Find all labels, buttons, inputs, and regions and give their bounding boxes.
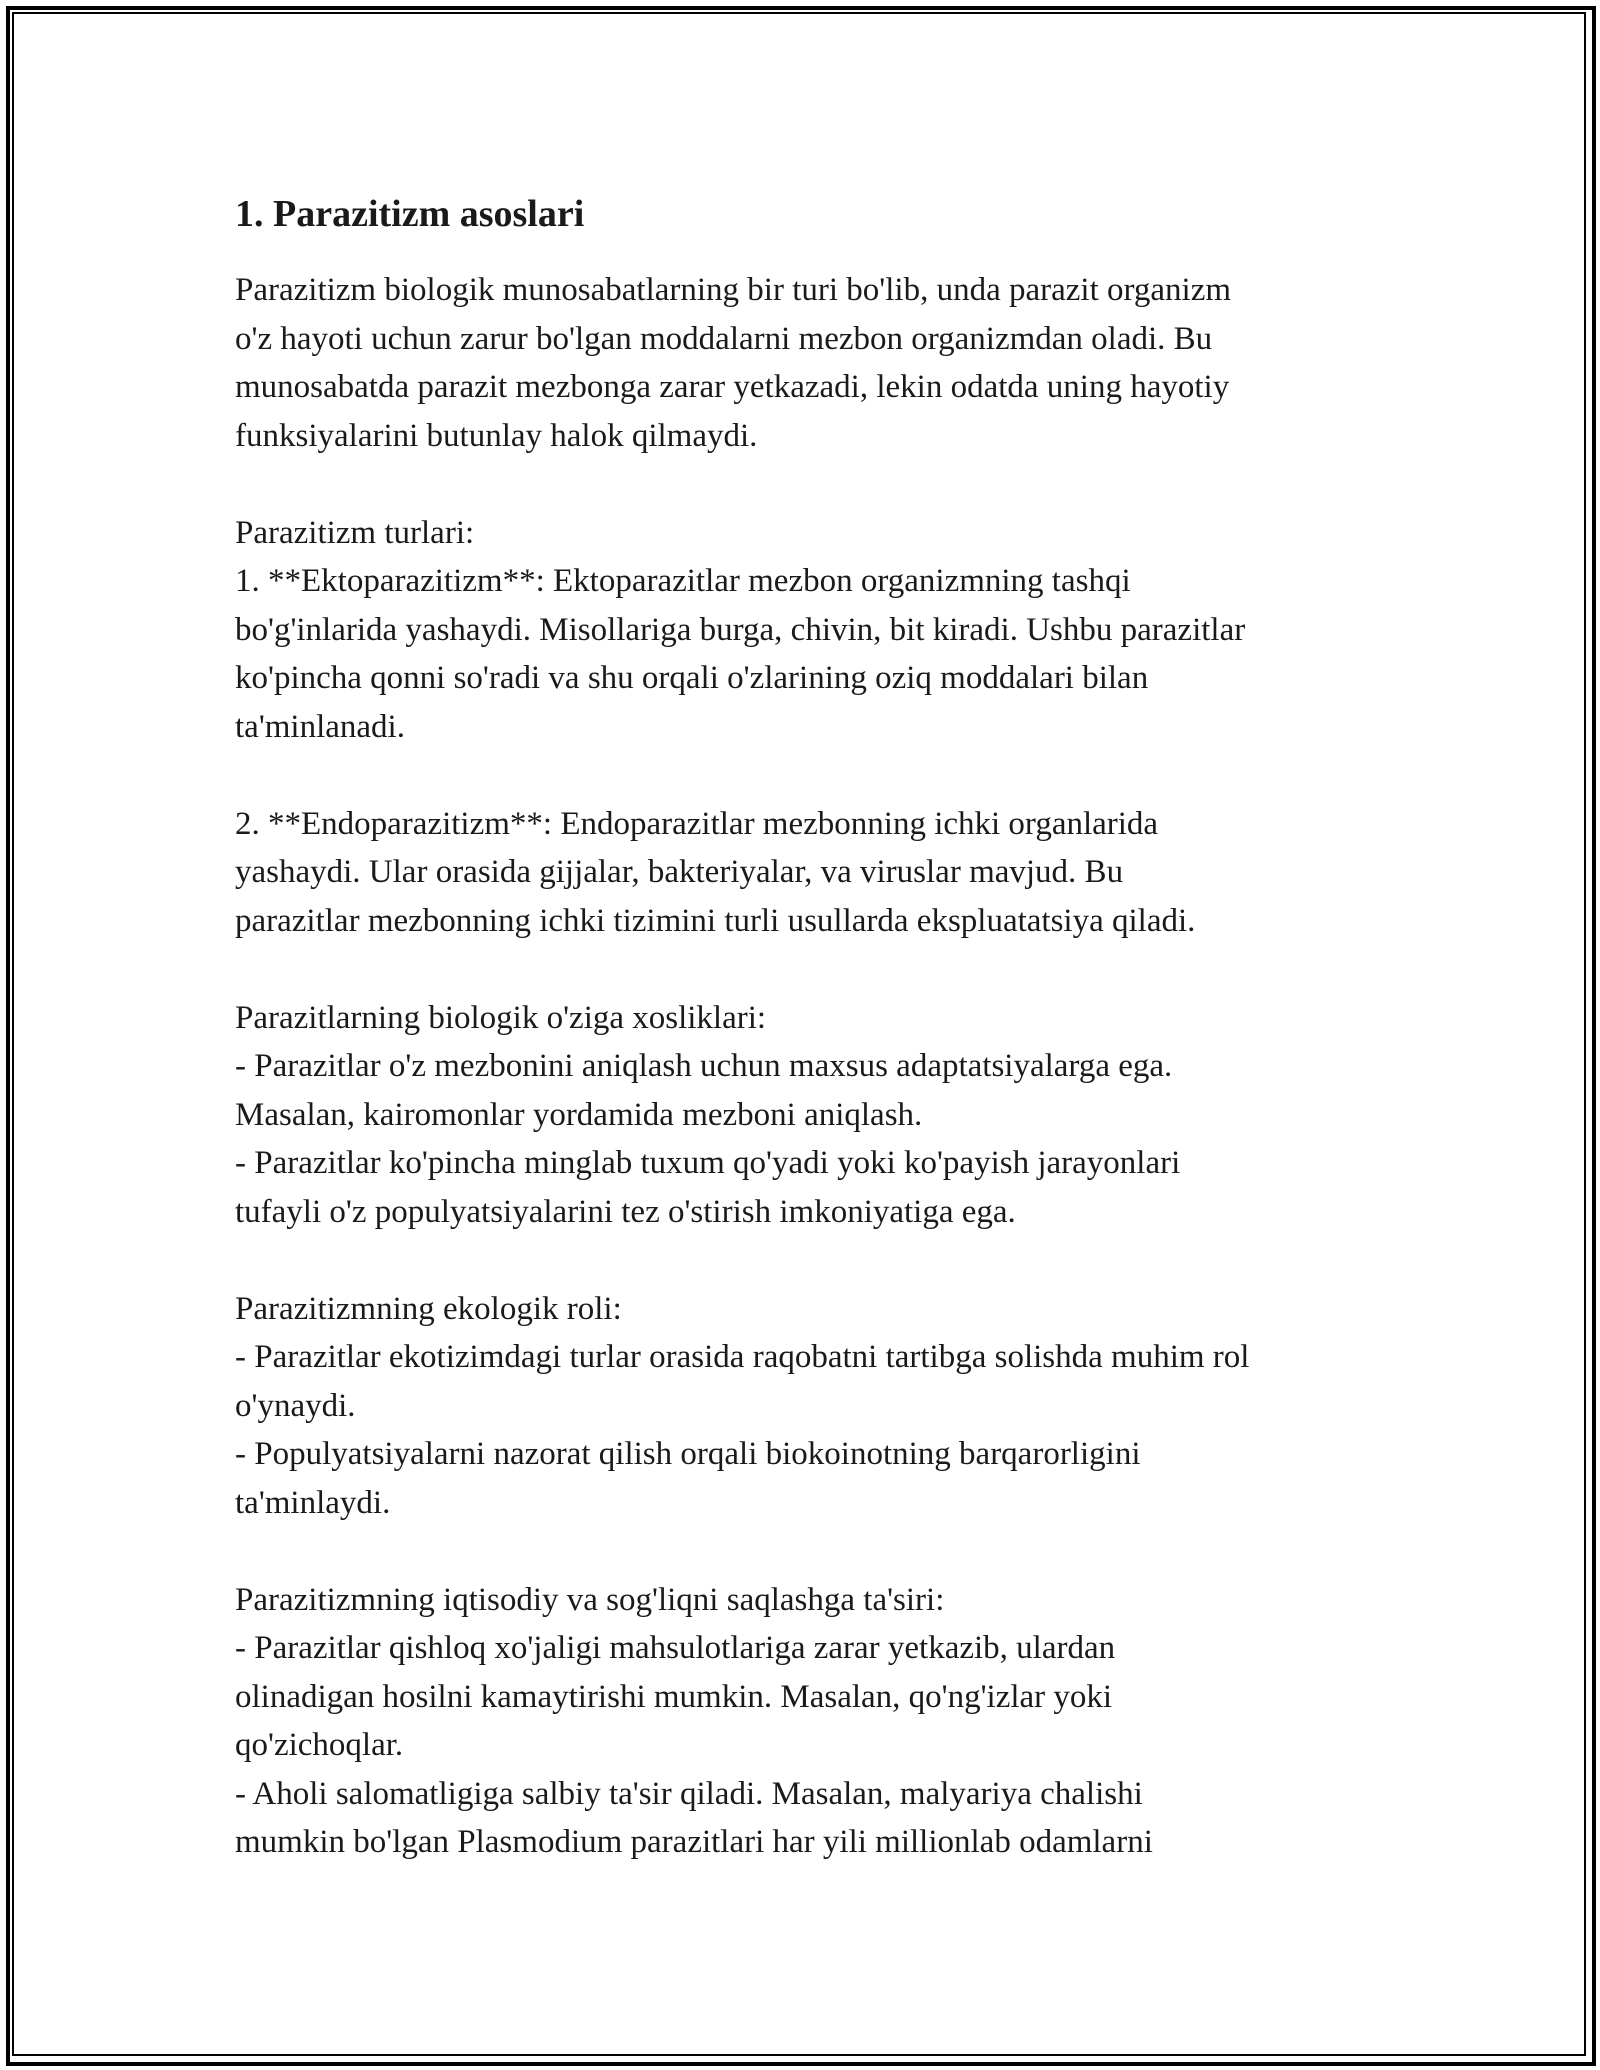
paragraph-types-ecto: Parazitizm turlari: 1. **Ektoparazitizm**: Ektoparazitlar mezbon organizmning tashqi bo'g'inlarida yashaydi. Misollariga burga, chivin, bit kiradi. Ushbu parazitlar ko'pincha qonni so'radi va shu orqali o'zlarining oziq moddalari bilan ta'minlanadi. <box>235 514 1246 745</box>
paragraph-gap <box>235 1527 1385 1576</box>
paragraph-economic-health: Parazitizmning iqtisodiy va sog'liqni saqlashga ta'siri: - Parazitlar qishloq xo'jaligi mahsulotlariga zarar yetkazib, ulardan olinadigan hosilni kamaytirishi mumkin. Masalan, qo'ng'izlar yoki qo'zichoqlar. - Aholi salomatligiga salbiy ta'sir qiladi. Masalan, malyariya chalishi mumkin bo'lgan Plasmodium parazitlari har yili millionlab odamlarni <box>235 1581 1153 1860</box>
paragraph-gap <box>235 945 1385 994</box>
document-body <box>235 180 1385 1867</box>
paragraph-endo: 2. **Endoparazitizm**: Endoparazitlar mezbonning ichki organlarida yashaydi. Ular orasida gijjalar, bakteriyalar, va viruslar mavjud. Bu parazitlar mezbonning ichki tizimini turli usullarda ekspluatatsiya qiladi. <box>235 805 1196 939</box>
paragraph-gap <box>235 751 1385 800</box>
paragraph-gap <box>235 1236 1385 1285</box>
section-heading: 1. Parazitizm asoslari <box>235 193 585 235</box>
paragraph-biological-traits: Parazitlarning biologik o'ziga xosliklari: - Parazitlar o'z mezbonini aniqlash uchun maxsus adaptatsiyalarga ega. Masalan, kairomonlar yordamida mezboni aniqlash. - Parazitlar ko'pincha minglab tuxum qo'yadi yoki ko'payish jarayonlari tufayli o'z populyatsiyalarini tez o'stirish imkoniyatiga ega. <box>235 999 1181 1230</box>
paragraph-gap <box>235 460 1385 509</box>
paragraph-ecological-role: Parazitizmning ekologik roli: - Parazitlar ekotizimdagi turlar orasida raqobatni tartibga solishda muhim rol o'ynaydi. - Populyatsiyalarni nazorat qilish orqali biokoinotning barqarorligini ta'minlaydi. <box>235 1290 1250 1521</box>
paragraph-intro: Parazitizm biologik munosabatlarning bir turi bo'lib, unda parazit organizm o'z hayoti uchun zarur bo'lgan moddalarni mezbon organizmdan oladi. Bu munosabatda parazit mezbonga zarar yetkazadi, lekin odatda uning hayotiy funksiyalarini butunlay halok qilmaydi. <box>235 272 1232 454</box>
